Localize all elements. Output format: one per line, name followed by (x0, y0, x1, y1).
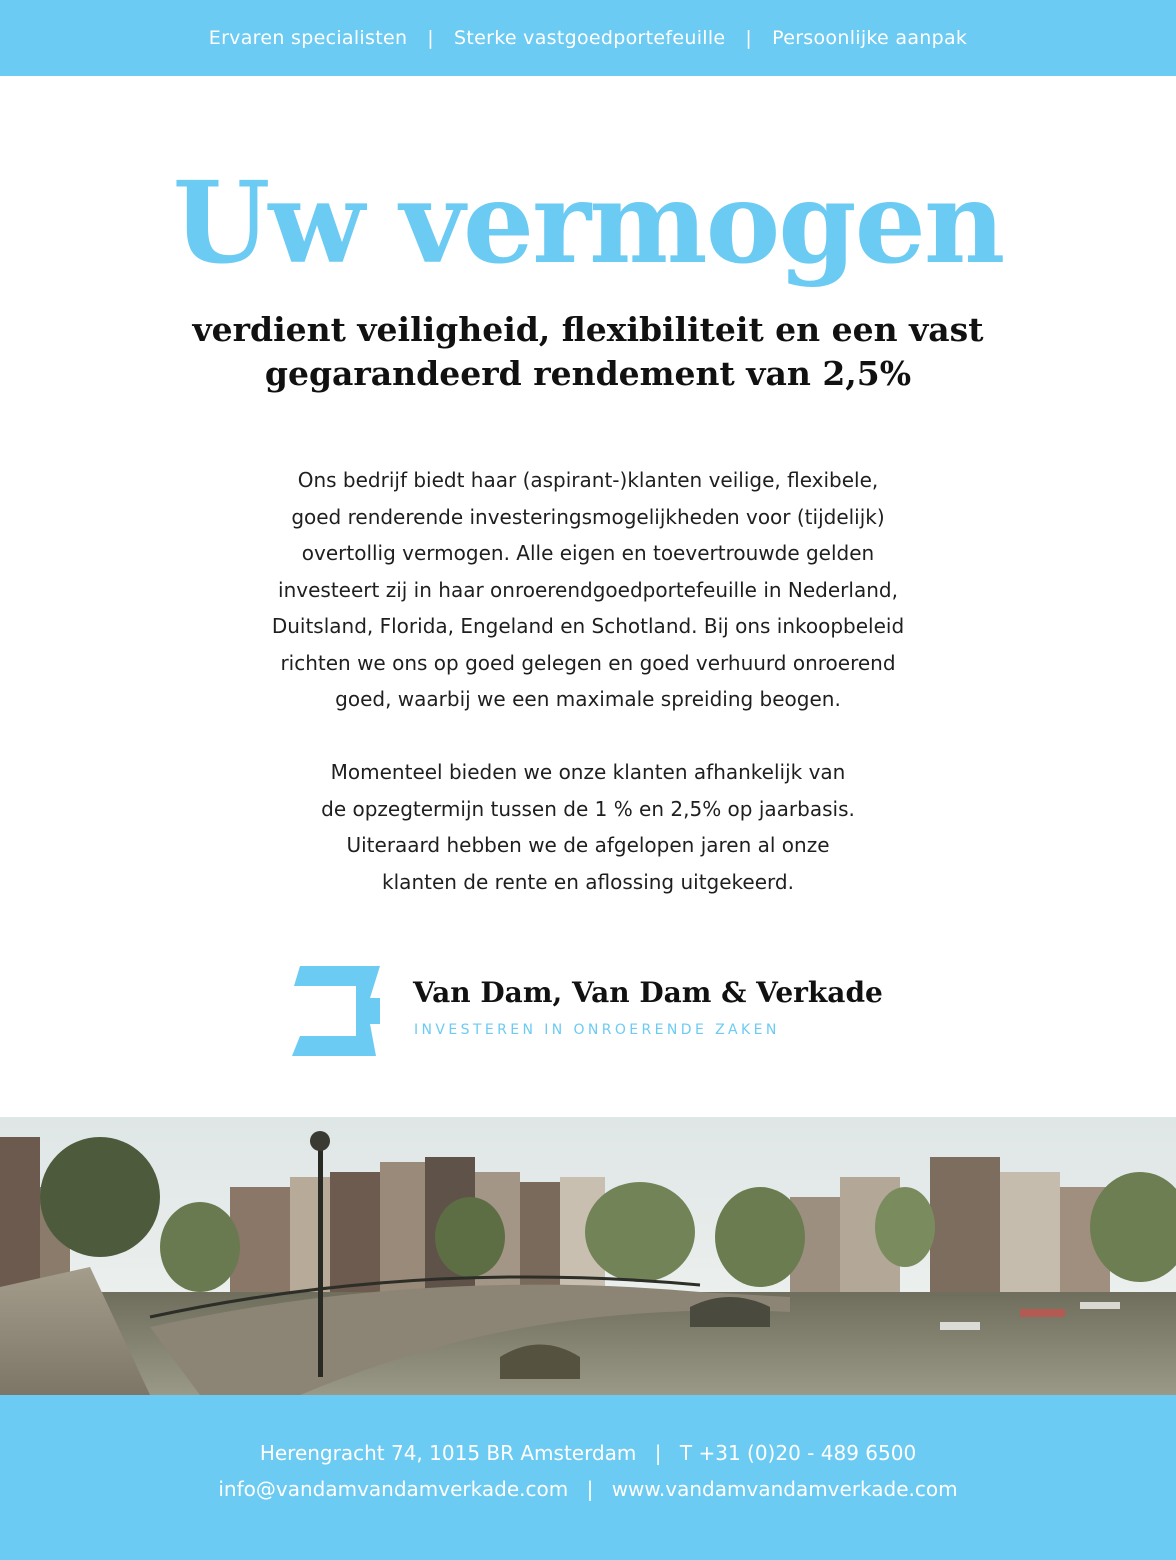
top-banner (0, 0, 1176, 76)
body-line: de opzegtermijn tussen de 1 % en 2,5% op jaarbasis. (321, 796, 855, 821)
body-line: overtollig vermogen. Alle eigen en toevertrouwde gelden (301, 541, 875, 565)
body-paragraph-1 (208, 462, 968, 718)
top-banner-item-specialists: Ervaren specialisten (208, 27, 408, 49)
body-line: goed, waarbij we een maximale spreiding beogen. (335, 687, 841, 711)
amsterdam-canal-panorama-image (0, 1117, 1176, 1395)
top-banner-item-approach: Persoonlijke aanpak (772, 27, 968, 49)
bracket-logo-icon (292, 966, 382, 1056)
subheadline (0, 308, 1176, 396)
body-line: investeert zij in haar onroerendgoedportefeuille in Nederland, (278, 577, 898, 602)
body-line: Momenteel bieden we onze klanten afhankelijk van (330, 760, 846, 784)
body-line: klanten de rente en aflossing uitgekeerd. (382, 869, 794, 894)
footer-contact-line-1 (0, 1441, 1176, 1465)
body-line: Uiteraard hebben we de afgelopen jaren al onze (346, 833, 830, 857)
footer-website-link[interactable]: www.vandamvandamverkade.com (611, 1477, 958, 1501)
footer-contact-line-2 (0, 1477, 1176, 1501)
body-line: richten we ons op goed gelegen en goed verhuurd onroerend (280, 650, 896, 675)
footer-address: Herengracht 74, 1015 BR Amsterdam (259, 1441, 637, 1465)
company-tagline: INVESTEREN IN ONROERENDE ZAKEN (414, 1022, 780, 1038)
company-name: Van Dam, Van Dam & Verkade (413, 976, 883, 1009)
body-line: goed renderende investeringsmogelijkheden voor (tijdelijk) (291, 504, 885, 529)
headline: Uw vermogen (172, 158, 1004, 289)
body-line: Ons bedrijf biedt haar (aspirant-)klanten veilige, flexibele, (297, 468, 879, 492)
footer-separator: | (586, 1477, 594, 1501)
footer-separator: | (654, 1441, 662, 1465)
top-banner-separator: | (745, 27, 753, 49)
footer (0, 1395, 1176, 1560)
body-paragraph-2 (208, 754, 968, 900)
footer-email-link[interactable]: info@vandamvandamverkade.com (218, 1477, 569, 1501)
top-banner-item-portfolio: Sterke vastgoedportefeuille (454, 27, 726, 49)
footer-phone: T +31 (0)20 - 489 6500 (679, 1441, 917, 1465)
top-banner-separator: | (427, 27, 434, 49)
body-line: Duitsland, Florida, Engeland en Schotland. Bij ons inkoopbeleid (271, 614, 905, 638)
subheadline-line: verdient veiligheid, flexibiliteit en een vast (192, 310, 984, 349)
subheadline-line: gegarandeerd rendement van 2,5% (264, 354, 912, 393)
